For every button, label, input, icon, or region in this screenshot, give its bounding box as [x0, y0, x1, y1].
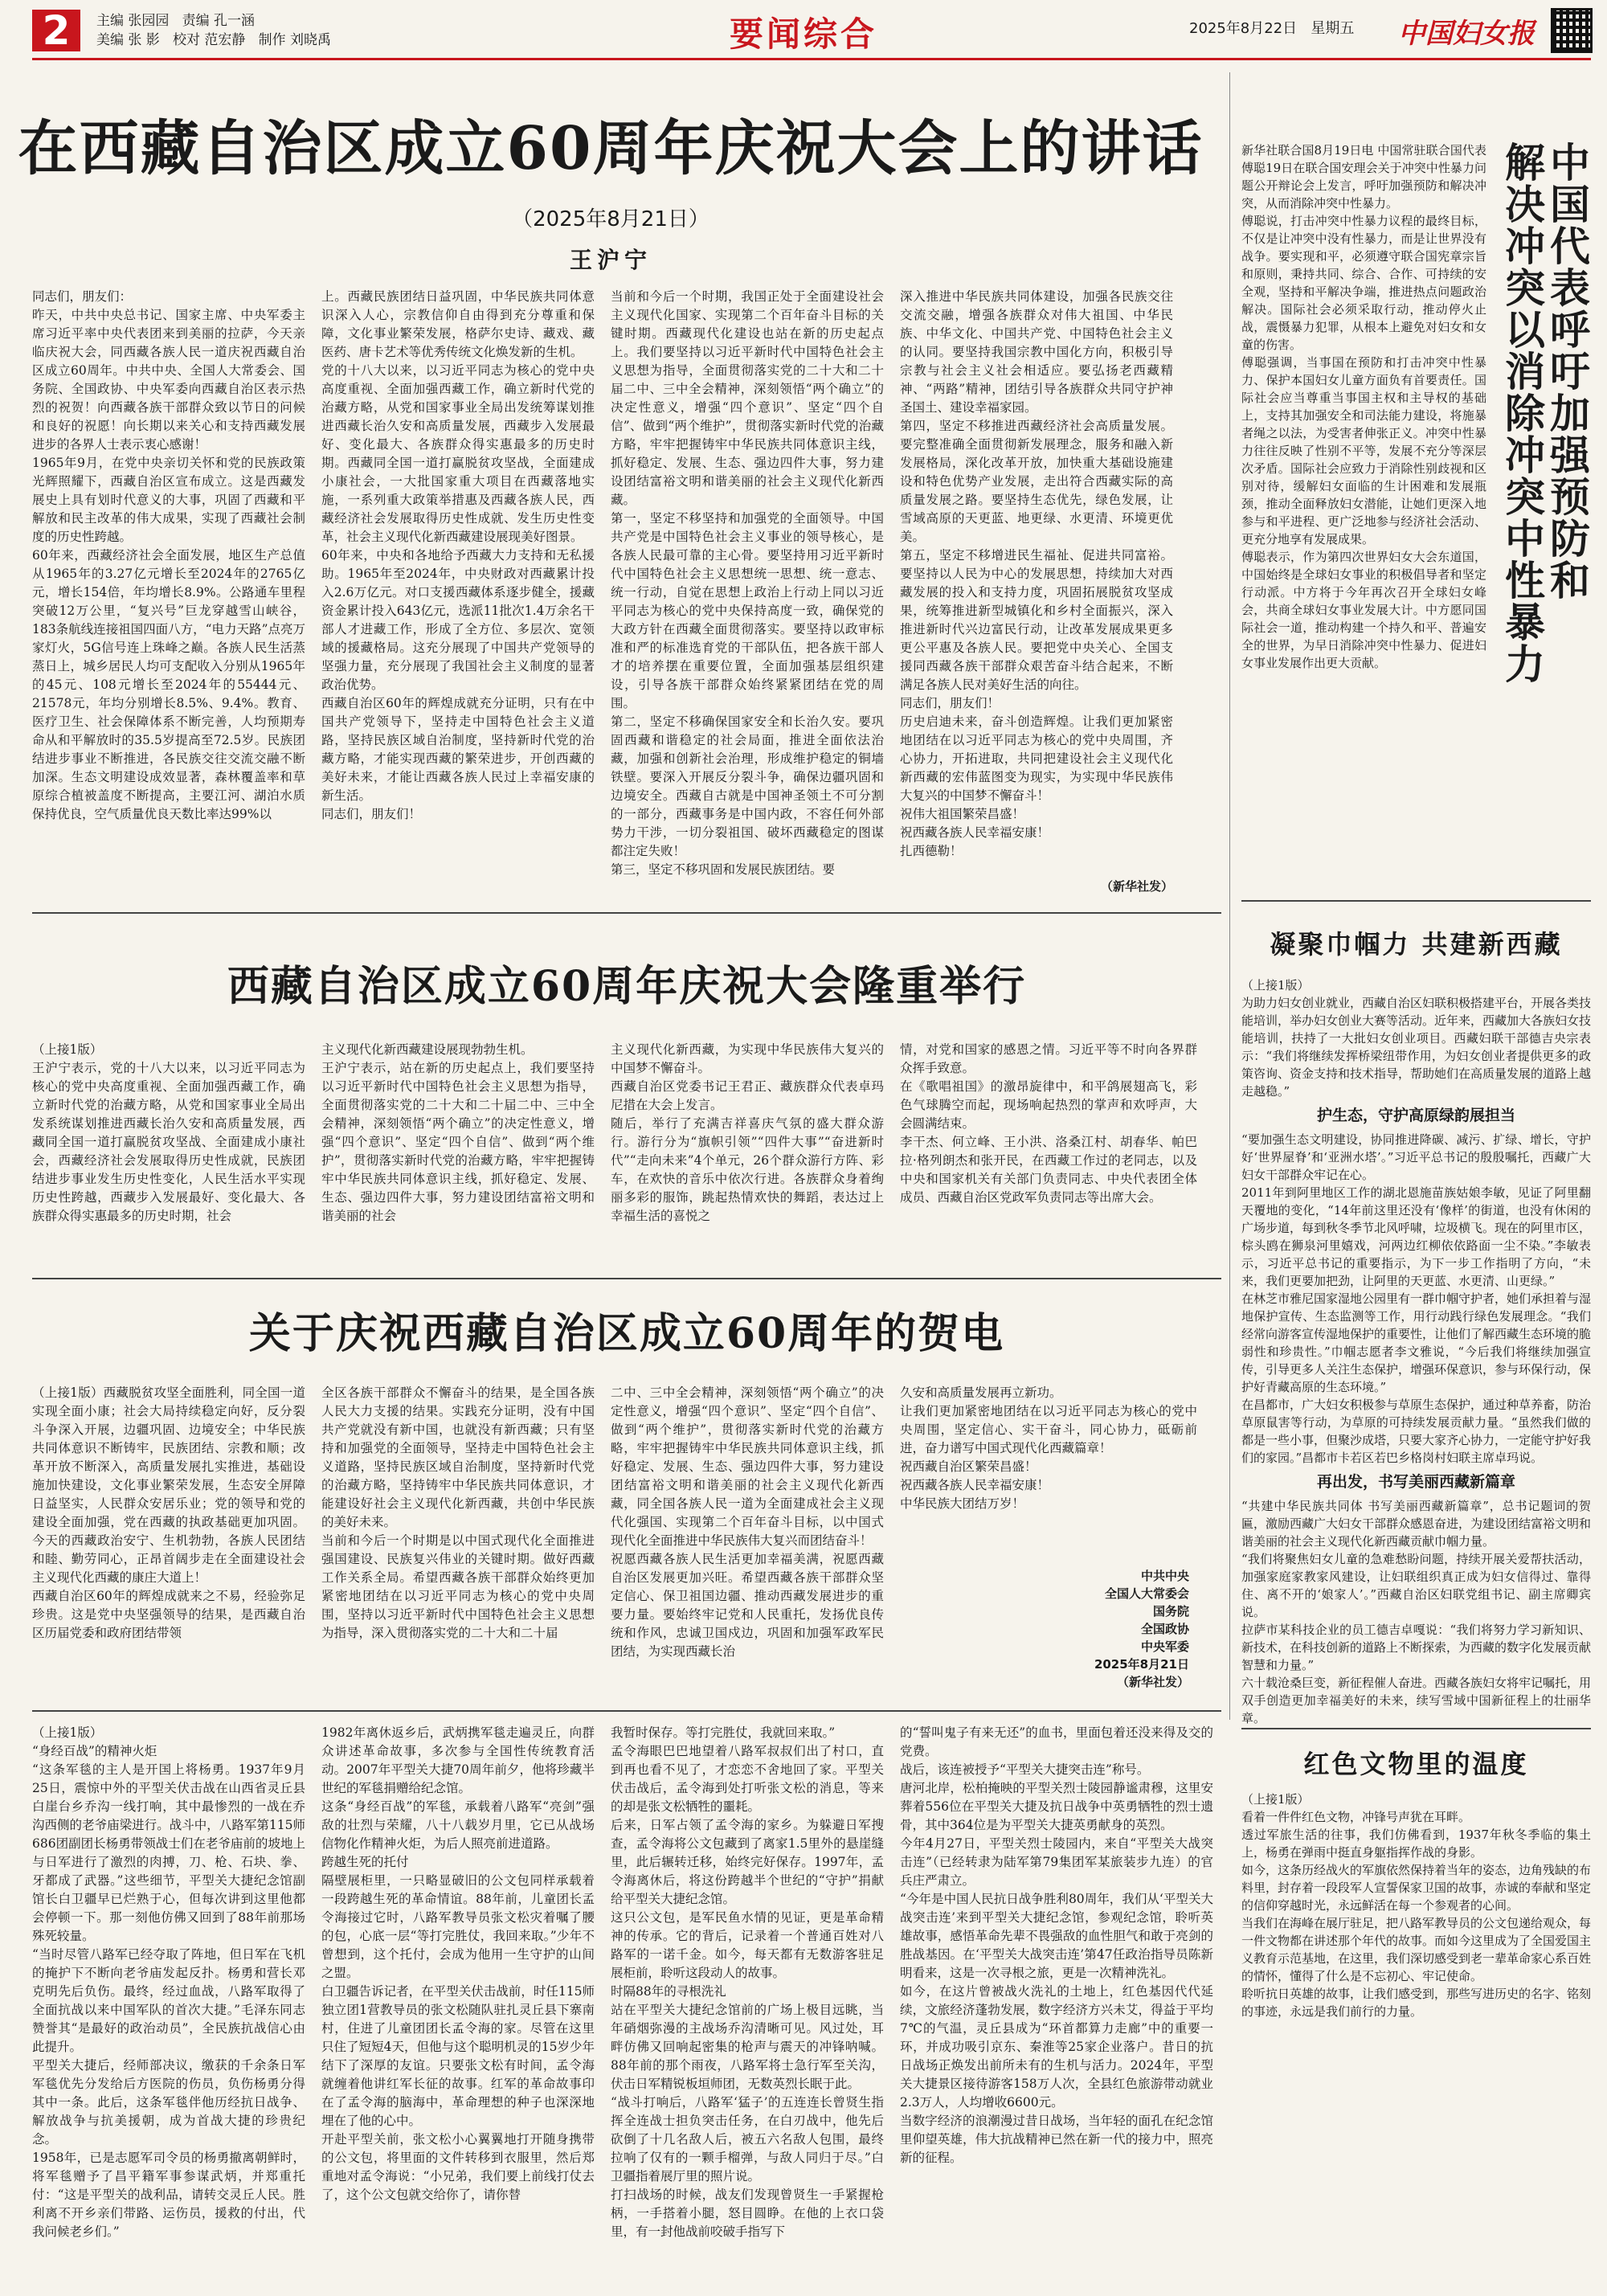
- speech-text-4: 深入推进中华民族共同体建设，加强各民族交往交流交融，增强各族群众对伟大祖国、中华民族、中华文化、中国共产党、中国特色社会主义的认同。要坚持我国宗教中国化方向，积极引导宗教与社会主义社会相适应。要弘扬老西藏精神、“两路”精神，团结引导各族群众共同守护神圣国土、建设幸福家园。 第四，坚定不移推进西藏经济社会高质量发展。要完整准确全面贯彻新发展理念，服务和融入新发展格局，深化改革开放，加快重大基础设施建设和特色优势产业发展，走出符合西藏实际的高质量发展之路。要坚持生态优先，绿色发展，让雪域高原的天更蓝、地更绿、水更清、环境更优美。 第五，坚定不移增进民生福祉、促进共同富裕。要坚持以人民为中心的发展思想，持续加大对西藏发展的投入和支持力度，巩固拓展脱贫攻坚成果，统筹推进新型城镇化和乡村全面振兴，深入推进新时代兴边富民行动，让改革发展成果更多更公平惠及各族人民。要把党中央关心、全国支援同西藏各族干部群众艰苦奋斗结合起来，不断满足各族人民对美好生活的向往。 同志们，朋友们！ 历史启迪未来，奋斗创造辉煌。让我们更加紧密地团结在以习近平同志为核心的党中央周围，齐心协力，开拓进取，共同把建设社会主义现代化新西藏的宏伟蓝图变为现实，为实现中华民族伟大复兴的中国梦不懈奋斗！ 祝伟大祖国繁荣昌盛！ 祝西藏各族人民幸福安康！ 扎西德勒！: [900, 289, 1173, 858]
- torch-column-3: [611, 1724, 884, 2278]
- celebration-column-2: [321, 1041, 595, 1282]
- speech-source: （新华社发）: [1100, 879, 1173, 894]
- congrats-column-2: [321, 1384, 595, 1697]
- editor-credits: [96, 11, 386, 50]
- congrats-column-1: [32, 1384, 305, 1697]
- signer-4: 全国政协: [1140, 1622, 1189, 1636]
- red-relics-headline: 红色文物里的温度: [1303, 1749, 1529, 1779]
- signer-1: 中共中央: [1140, 1569, 1189, 1583]
- signer-2: 全国人大常委会: [1104, 1586, 1189, 1601]
- un-news-headline: [1496, 141, 1593, 841]
- celebration-text-3: 主义现代化新西藏，为实现中华民族伟大复兴的中国梦不懈奋斗。 西藏自治区党委书记王君正、藏族群众代表卓玛尼措在大会上发言。 随后，举行了充满吉祥喜庆气氛的盛大群众游行。游行分为“旗帜引领”“四件大事”“奋进新时代”“走向未来”4个单元，26个群众游行方阵、彩车，在欢快的音乐中依次行进。各族群众身着绚丽多彩的服饰，跳起热情欢快的舞蹈，表达过上幸福生活的喜悦之: [611, 1042, 884, 1223]
- torch-column-2: [321, 1724, 595, 2278]
- signer-date: 2025年8月21日: [1094, 1657, 1189, 1672]
- speech-text-1: 同志们，朋友们： 昨天，中共中央总书记、国家主席、中央军委主席习近平率中央代表团来到美丽的拉萨，今天亲临庆祝大会，同西藏各族人民一道庆祝西藏自治区成立60周年。中共中央、全国人大常委会、国务院、全国政协、中央军委向西藏自治区表示热烈的祝贺！向西藏各族干部群众致以节日的问候和良好的祝愿！向长期以来关心和支持西藏发展进步的各界人士表示衷心感谢！ 1965年9月，在党中央亲切关怀和党的民族政策光辉照耀下，西藏自治区宣布成立。这是西藏发展史上具有划时代意义的大事，巩固了西藏和平解放和民主改革的伟大成果，实现了西藏社会制度的历史性跨越。 60年来，西藏经济社会全面发展，地区生产总值从1965年的3.27亿元增长至2024年的2765亿元，增长154倍，年均增长8.9%。公路通车里程突破12万公里，“复兴号”巨龙穿越雪山峡谷，183条航线连接祖国四面八方，“电力天路”点亮万家灯火，5G信号连上珠峰之巅。各族人民生活蒸蒸日上，城乡居民人均可支配收入分别从1965年的45元、108元增长至2024年的55444元、21578元，年均分别增长8.5%、9.4%。教育、医疗卫生、社会保障体系不断完善，人均预期寿命从和平解放时的35.5岁提高至72.5岁。民族团结进步事业不断推进，各民族交往交流交融不断加深。生态文明建设成效显著，森林覆盖率和草原综合植被盖度不断提高，主要江河、湖泊水质保持优良，空气质量优良天数比率达99%以: [32, 289, 305, 821]
- congrats-column-4: [900, 1384, 1197, 1569]
- speech-column-2: [321, 288, 595, 898]
- qr-code-icon: [1551, 8, 1593, 53]
- page-number: 2: [42, 7, 71, 54]
- celebration-text-2: 主义现代化新西藏建设展现勃勃生机。 王沪宁表示，站在新的历史起点上，我们要坚持以习近平新时代中国特色社会主义思想为指导，全面贯彻落实党的二十大和二十届二中、三中全会精神，深刻领悟“两个确立”的决定性意义，增强“四个意识”、坚定“四个自信”、做到“两个维护”，贯彻落实新时代党的治藏方略，牢牢把握铸牢中华民族共同体意识主线，抓好稳定、发展、生态、强边四件大事，努力建设团结富裕文明和谐美丽的社会: [321, 1042, 595, 1223]
- celebration-column-3: [611, 1041, 884, 1282]
- right-divider-1: [1241, 900, 1591, 902]
- torch-column-4: [900, 1724, 1213, 2278]
- right-divider-2: [1241, 1728, 1591, 1729]
- un-news-headline-line-1: 中国代表呼吁加强预防和: [1544, 141, 1591, 601]
- editor-production: 制作 刘晓禹: [258, 32, 332, 48]
- congrats-text-3: 二中、三中全会精神，深刻领悟“两个确立”的决定性意义，增强“四个意识”、坚定“四个自信”、做到“两个维护”，贯彻落实新时代党的治藏方略，牢牢把握铸牢中华民族共同体意识主线，抓好稳定、发展、生态、强边四件大事，努力建设团结富裕文明和谐美丽的社会主义现代化新西藏，同全国各族人民一道为全面建成社会主义现代化强国、实现第二个百年奋斗目标，以中国式现代化全面推进中华民族伟大复兴而团结奋斗！ 祝愿西藏各族人民生活更加幸福美满，祝愿西藏自治区发展更加兴旺。希望西藏各族干部群众坚定信心、保卫祖国边疆、推动西藏发展进步的重要力量。要始终牢记党和人民重托，发扬优良传统和作风，忠诚卫国戍边，巩固和加强军政军民团结，为实现西藏长治: [611, 1385, 884, 1659]
- speech-column-3: [611, 288, 884, 898]
- torch-text-2: 1982年离休返乡后，武炳携军毯走遍灵丘，向群众讲述革命故事，多次参与全国性传统教育活动。2007年平型关大捷70周年前夕，他将珍藏半世纪的军毯捐赠给纪念馆。 这条“身经百战”的军毯，承载着八路军“亮剑”强敌的壮烈与荣耀，八十八载岁月里，它已从战场信物化作精神火炬，为后人照亮前进道路。 跨越生死的托付 隔壁展柜里，一只略显破旧的公文包同样承载着一段跨越生死的革命情谊。88年前，儿童团长孟令海接过它时，八路军教导员张文松灾着嘱了腰的包，心底一层“等打完胜仗，我回来取。”少年不曾想到，这个托付，会成为他用一生守护的山间之盟。 白卫疆告诉记者，在平型关伏击战前，时任115师独立团1营教导员的张文松随队驻扎灵丘县下寨南村，住进了儿童团团长孟令海的家。尽管在这里只住了短短4天，但他与这个聪明机灵的15岁少年结下了深厚的友谊。只要张文松有时间，孟令海就缠着他讲红军长征的故事。红军的革命故事印在了孟令海的脑海中，革命理想的种子也深深地埋在了他的心中。 开赴平型关前，张文松小心翼翼地打开随身携带的公文包，将里面的文件转移到衣服里，然后郑重地对孟令海说：“小兄弟，我们要上前线打仗去了，这个公文包就交给你了，请你替: [321, 1725, 595, 2202]
- un-news-headline-line-2: 解决冲突以消除冲突中性暴力: [1499, 141, 1546, 685]
- celebration-top-rule: [32, 912, 1221, 914]
- speech-column-4: [900, 288, 1173, 874]
- paper-logo: 中国妇女报: [1398, 18, 1535, 50]
- masthead: [0, 0, 1607, 56]
- celebration-text-1: （上接1版） 王沪宁表示，党的十八大以来，以习近平同志为核心的党中央高度重视、全面加强西藏工作，确立新时代党的治藏方略，从党和国家事业全局出发系统谋划推进西藏长治久安和高质量发展，西藏同全国一道打赢脱贫攻坚战、全面建成小康社会，西藏经济社会发展取得历史性成就，民族团结进步事业发生历史性变化，人民生活水平实现历史性跨越，西藏步入发展最好、变化最大、各族群众得实惠最多的历史时期，社会: [32, 1042, 305, 1223]
- torch-text-1: （上接1版） “身经百战”的精神火炬 “这条军毯的主人是开国上将杨勇。1937年9月25日，震惊中外的平型关伏击战在山西省灵丘县白崖台乡乔沟一线打响，其中最惨烈的一战在乔沟西侧的老爷庙梁进行。战斗中，八路军第115师686团副团长杨勇带领战士们在老爷庙前的坡地上与日军进行了激烈的肉搏，刀、枪、石块、拳、牙都成了武器。”这些细节，平型关大捷纪念馆副馆长白卫疆早已烂熟于心，但每次讲到这里他都会停顿一下。那一刻他仿佛又回到了88年前那场殊死较量。 “当时尽管八路军已经夺取了阵地，但日军在飞机的掩护下不断向老爷庙发起反扑。杨勇和营长邓克明先后负伤。最终，经过血战，八路军取得了全面抗战以来中国军队的首次大捷。”毛泽东同志赞誉其“是最好的政治动员”，全民族抗战信心由此提升。 平型关大捷后，经师部决议，缴获的千余条日军军毯优先分发给后方医院的伤员，负伤杨勇分得其中一条。此后，这条军毯伴他历经抗日战争、解放战争与抗美援朝，成为首战大捷的珍贵纪念。 1958年，已是志愿军司令员的杨勇撤离朝鲜时，将军毯赠予了昌平籍军事参谋武炳，并郑重托付：“这是平型关的战利品，请转交灵丘人民。胜利离不开乡亲们带路、运伤员，援救的付出，代我问候老乡们。”: [32, 1725, 305, 2239]
- celebration-text-4: 情，对党和国家的感恩之情。习近平等不时向各界群众挥手致意。 在《歌唱祖国》的激昂旋律中，和平鸽展翅高飞，彩色气球腾空而起，现场响起热烈的掌声和欢呼声，大会圆满结束。 李干杰、何立峰、王小洪、洛桑江村、胡春华、帕巴拉·格列朗杰和张开民，在西藏工作过的老同志，以及中央和国家机关有关部门负责同志、中央代表团全体成员、西藏自治区党政军负责同志等出席大会。: [900, 1042, 1197, 1205]
- congrats-headline: 关于庆祝西藏自治区成立60周年的贺电: [248, 1309, 1005, 1358]
- speech-headline: 在西藏自治区成立60周年庆祝大会上的讲话: [18, 114, 1204, 183]
- editor-proof: 校对 范宏静: [173, 32, 246, 48]
- women-tibet-subhead-2: 再出发，书写美丽西藏新篇章: [1316, 1473, 1515, 1491]
- women-tibet-headline: 凝聚巾帼力 共建新西藏: [1270, 929, 1563, 960]
- congrats-text-1: （上接1版）西藏脱贫攻坚全面胜利，同全国一道实现全面小康；社会大局持续稳定向好，反分裂斗争深入开展，边疆巩固、边境安全；中华民族共同体意识不断铸牢，民族团结、宗教和顺；改革开放不断深入，高质量发展扎实推进，基础设施加快建设，文化事业繁荣发展，生态安全屏障日益坚实，人民群众安居乐业；党的领导和党的建设全面加强，党在西藏的执政基础更加巩固。今天的西藏政治安宁、生机勃勃，各族人民团结和睦、勤劳同心，正昂首阔步走在全面建设社会主义现代化西藏的康庄大道上！ 西藏自治区60年的辉煌成就来之不易，经验弥足珍贵。这是党中央坚强领导的结果，是西藏自治区历届党委和政府团结带领: [32, 1385, 305, 1640]
- signer-5: 中央军委: [1140, 1639, 1189, 1654]
- torch-text-3: 我暂时保存。等打完胜仗，我就回来取。” 孟令海眼巴巴地望着八路军叔叔们出了村口，直到再也看不见了，才恋恋不舍地回了家。平型关伏击战后，孟令海到处打听张文松的消息，等来的却是张文松牺牲的噩耗。 后来，日军占领了孟令海的家乡。为躲避日军搜查，孟令海将公文包藏到了离家1.5里外的悬崖缝里，此后辗转迁移，始终完好保存。1997年，孟令海离休后，将这份跨越半个世纪的“守护”捐献给平型关大捷纪念馆。 这只公文包，是军民鱼水情的见证，更是革命精神的传承。它的背后，记录着一个普通百姓对八路军的一诺千金。如今，每天都有无数游客驻足展柜前，聆听这段动人的故事。 时隔88年的寻根洗礼 站在平型关大捷纪念馆前的广场上极目远眺，当年硝烟弥漫的主战场乔沟清晰可见。风过处，耳畔仿佛又回响起密集的枪声与震天的冲锋呐喊。88年前的那个雨夜，八路军将士急行军至关沟，伏击日军精锐板垣师团，无数英烈长眠于此。 “战斗打响后，八路军‘猛子’的五连连长曾贤生指挥全连战士担负突击任务，在白刃战中，他先后砍倒了十几名敌人后，被五六名敌人包围，最终拉响了仅有的一颗手榴弹，与敌人同归于尽。”白卫疆指着展厅里的照片说。 打扫战场的时候，战友们发现曾贤生一手紧握枪柄，一手搭着小腿，怒目圆睁。在他的上衣口袋里，有一封他战前咬破手指写下: [611, 1725, 884, 2239]
- congrats-top-rule: [32, 1278, 1221, 1279]
- congrats-signers: [980, 1567, 1189, 1691]
- women-tibet-subhead-1: 护生态，守护高原绿韵展担当: [1316, 1107, 1515, 1124]
- section-title: 要闻综合: [729, 14, 877, 54]
- women-tibet-intro: （上接1版） 为助力妇女创业就业，西藏自治区妇联积极搭建平台，开展各类技能培训，举办妇女创业大赛等活动。近年来，西藏加大各族妇女技能培训，扶持了一大批妇女创业项目。西藏妇联干部德吉央宗表示：“我们将继续发挥桥梁纽带作用，为妇女创业者提供更多的政策咨询、资金支持和技术指导，帮助她们在高质量发展的道路上越走越稳。”: [1241, 978, 1591, 1099]
- celebration-column-4: [900, 1041, 1197, 1282]
- celebration-headline: 西藏自治区成立60周年庆祝大会隆重举行: [227, 962, 1027, 1011]
- congrats-text-2: 全区各族干部群众不懈奋斗的结果，是全国各族人民大力支援的结果。实践充分证明，没有中国共产党就没有新中国，也就没有新西藏；只有坚持和加强党的全面领导，坚持走中国特色社会主义道路，坚持民族区域自治制度，坚持新时代党的治藏方略，坚持铸牢中华民族共同体意识，才能建设好社会主义现代化新西藏，共创中华民族的美好未来。 当前和今后一个时期是以中国式现代化全面推进强国建设、民族复兴伟业的关键时期。做好西藏工作关系全局。希望西藏各族干部群众始终更加紧密地团结在以习近平同志为核心的党中央周围，坚持以习近平新时代中国特色社会主义思想为指导，深入贯彻落实党的二十大和二十届: [321, 1385, 595, 1640]
- women-tibet-text-2: “共建中华民族共同体 书写美丽西藏新篇章”，总书记题词的贺匾，激励西藏广大妇女干部群众感恩奋进，为建设团结富裕文明和谐美丽的社会主义现代化新西藏贡献巾帼力量。 “我们将聚焦妇女儿童的急难愁盼问题，持续开展关爱帮扶活动，加强家庭家教家风建设，让妇联组织真正成为妇女信得过、靠得住、离不开的‘娘家人’。”西藏自治区妇联党组书记、副主席卿宾说。 拉萨市某科技企业的员工德吉卓嘎说：“我们将努力学习新知识、新技术，在科技创新的道路上不断探索，为西藏的数字化发展贡献智慧和力量。” 六十载沧桑巨变，新征程催人奋进。西藏各族妇女将牢记嘱托，用双手创造更加幸福美好的未来，续写雪域中国新征程上的壮丽华章。: [1241, 1499, 1591, 1725]
- torch-column-1: [32, 1724, 305, 2278]
- editor-responsible: 责编 孔一涵: [182, 13, 256, 29]
- signer-3: 国务院: [1152, 1604, 1189, 1619]
- masthead-rule: [32, 58, 1591, 60]
- red-relics-column: [1241, 1791, 1591, 2273]
- speech-author: 王沪宁: [569, 247, 652, 273]
- congrats-column-3: [611, 1384, 884, 1697]
- un-news-text: 新华社联合国8月19日电 中国常驻联合国代表傅聪19日在联合国安理会关于冲突中性暴力问题公开辩论会上发言，呼吁加强预防和解决冲突，从而消除冲突中性暴力。 傅聪说，打击冲突中性暴力议程的最终目标，不仅是让冲突中没有性暴力，而是让世界没有战争。要实现和平，必须遵守联合国宪章宗旨和原则，秉持共同、综合、合作、可持续的安全观，坚持和平解决争端，推进热点问题政治解决。国际社会必须采取行动，推动停火止战，震慑暴力犯罪，从根本上避免对妇女和女童的伤害。 傅聪强调，当事国在预防和打击冲突中性暴力、保护本国妇女儿童方面负有首要责任。国际社会应当尊重当事国主权和主导权的基础上，支持其加强安全和司法能力建设，将施暴者绳之以法，为受害者伸张正义。冲突中性暴力往往反映了性别不平等，发展不充分等深层次矛盾。国际社会应致力于消除性别歧视和区别对待，缓解妇女面临的生计困难和发展瓶颈，推动全面释放妇女潜能，让她们更深入地参与和平进程、更广泛地参与经济社会活动、更充分地享有发展成果。 傅聪表示，作为第四次世界妇女大会东道国，中国始终是全球妇女事业的积极倡导者和坚定行动派。中方将于今年再次召开全球妇女峰会，共商全球妇女事业发展大计。中方愿同国际社会一道，推动构建一个持久和平、普遍安全的世界，为早日消除冲突中性暴力、促进妇女事业发展作出更大贡献。: [1241, 143, 1486, 670]
- women-tibet-text-1: “要加强生态文明建设，协同推进降碳、减污、扩绿、增长，守护好‘世界屋脊’和‘亚洲水塔’。”习近平总书记的殷殷嘱托，西藏广大妇女干部群众牢记在心。 2011年到阿里地区工作的湖北恩施苗族姑娘李敏，见证了阿里翻天覆地的变化，“14年前这里还没有‘像样’的街道，也没有休闲的广场步道，每到秋冬季节北风呼啸，垃圾横飞。现在的阿里市区，棕头鸥在狮泉河里嬉戏，河两边红柳依依路面一尘不染。”李敏表示，习近平总书记的重要指示，为下一步工作指明了方向，“未来，我们更要加把劲，让阿里的天更蓝、水更清、山更绿。” 在林芝市雅尼国家湿地公园里有一群巾帼守护者，她们承担着与湿地保护宣传、生态监测等工作，用行动践行绿色发展理念。“我们经常向游客宣传湿地保护的重要性，让他们了解西藏生态环境的脆弱性和珍贵性。”巾帼志愿者李文雅说，“今后我们将继续加强宣传，引导更多人关注生态保护，增强环保意识，参与环保行动，保护好青藏高原的生态环境。” 在昌都市，广大妇女积极参与草原生态保护，通过种草养畜，防治草原鼠害等行动，为草原的可持续发展贡献力量。“虽然我们做的都是一些小事，但聚沙成塔，只要大家齐心协力，一定能守护好我们的家园。”昌都市卡若区若巴乡格岗村妇联主席卓玛说。: [1241, 1132, 1591, 1465]
- page-number-badge: [32, 7, 80, 54]
- celebration-column-1: [32, 1041, 305, 1282]
- issue-weekday: 星期五: [1311, 20, 1355, 37]
- red-relics-text: （上接1版） 看着一件件红色文物，冲锋号声犹在耳畔。 透过军旅生活的往事，我们仿佛看到，1937年秋冬季临的集土上，杨勇在弹雨中挺直身躯指挥作战的身影。 如今，这条历经战火的军旗依然保持着当年的姿态，边角残缺的布料里，封存着一段段军人宣誓保家卫国的故事，赤诚的奉献和坚定的信仰穿越时光，永远鲜活在每一个参观者的心间。 当我们在海峰在展厅驻足，把八路军教导员的公文包递给观众，每一件文物都在讲述那个年代的故事。而如今这里成为了全国爱国主义教育示范基地，在这里，我们深切感受到老一辈革命家心系百姓的情怀，懂得了什么是不忘初心、牢记使命。 聆听抗日英雄的故事，让我们感受到，那些写进历史的名字、铭刻的事迹，永远是我们前行的力量。: [1241, 1792, 1591, 2019]
- torch-text-4: 的“誓叫鬼子有来无还”的血书，里面包着还没来得及交的党费。 战后，该连被授予“平型关大捷突击连”称号。 唐河北岸，松柏掩映的平型关烈士陵园静谧肃穆，这里安葬着556位在平型关大捷及抗日战争中英勇牺牲的烈士遗骨，其中364位是为平型关大捷英勇献身的英烈。 今年4月27日，平型关烈士陵园内，来自“平型关大战突击连”（已经转隶为陆军第79集团军某旅装步九连）的官兵庄严肃立。 “今年是中国人民抗日战争胜利80周年，我们从‘平型关大战突击连’来到平型关大捷纪念馆，参观纪念馆，聆听英雄故事，感悟革命先辈不畏强敌的血性胆气和敢于亮剑的胜战基因。在‘平型关大战突击连’第47任政治指导员陈新明看来，这是一次寻根之旅，更是一次精神洗礼。 如今，在这片曾被战火洗礼的土地上，红色基因代代延续，文旅经济蓬勃发展，数字经济方兴未艾，得益于平均7℃的气温，灵丘县成为“环首都算力走廊”中的重要一环，并成功吸引京东、秦淮等25家企业落户。昔日的抗日战场正焕发出前所未有的生机与活力。2024年，平型关大捷景区接待游客158万人次，全县红色旅游带动就业2.3万人，人均增收6600元。 当数字经济的浪潮漫过昔日战场，当年轻的面孔在纪念馆里仰望英雄，伟大抗战精神已然在新一代的接力中，照亮新的征程。: [900, 1725, 1213, 2165]
- congrats-text-4: 久安和高质量发展再立新功。 让我们更加紧密地团结在以习近平同志为核心的党中央周围，坚定信心、实干奋斗，同心协力，砥砺前进，奋力谱写中国式现代化西藏篇章！ 祝西藏自治区繁荣昌盛！ 祝西藏各族人民幸福安康！ 中华民族大团结万岁！: [900, 1385, 1197, 1511]
- speech-date-line: （2025年8月21日）: [512, 207, 709, 231]
- issue-date-line: [1189, 19, 1390, 39]
- editor-chief: 主编 张园园: [96, 13, 170, 29]
- right-column-divider: [1229, 72, 1230, 1720]
- speech-text-2: 上。西藏民族团结日益巩固，中华民族共同体意识深入人心，宗教信仰自由得到充分尊重和保障，文化事业繁荣发展，格萨尔史诗、藏戏、藏医药、唐卡艺术等优秀传统文化焕发新的生机。 党的十八大以来，以习近平同志为核心的党中央高度重视、全面加强西藏工作，确立新时代党的治藏方略，从党和国家事业全局出发统筹谋划推进西藏长治久安和高质量发展，西藏步入发展最好、变化最大、各族群众得实惠最多的历史时期。西藏同全国一道打赢脱贫攻坚战，全面建成小康社会，一大批国家重大项目在西藏落地实施，一系列重大政策举措惠及西藏各族人民，西藏经济社会发展取得历史性成就、发生历史性变革，社会主义现代化新西藏建设展现美好图景。 60年来，中央和各地给予西藏大力支持和无私援助。1965年至2024年，中央财政对西藏累计投入2.6万亿元。对口支援西藏体系逐步健全，援藏资金累计投入643亿元，选派11批次1.4万余名干部人才进藏工作，形成了全方位、多层次、宽领域的援藏格局。这充分展现了中国共产党领导的坚强力量，充分展现了我国社会主义制度的显著政治优势。 西藏自治区60年的辉煌成就充分证明，只有在中国共产党领导下，坚持走中国特色社会主义道路，坚持民族区域自治制度，坚持新时代党的治藏方略，才能实现西藏的繁荣进步，开创西藏的美好未来，才能让西藏各族人民过上幸福安康的新生活。 同志们，朋友们！: [321, 289, 595, 821]
- speech-column-1: [32, 288, 305, 898]
- torch-top-rule: [32, 1710, 1221, 1712]
- speech-text-3: 当前和今后一个时期，我国正处于全面建设社会主义现代化国家、实现第二个百年奋斗目标的关键时期。西藏现代化建设也站在新的历史起点上。我们要坚持以习近平新时代中国特色社会主义思想为指导，全面贯彻落实党的二十大和二十届二中、三中全会精神，深刻领悟“两个确立”的决定性意义，增强“四个意识”、坚定“四个自信”、做到“两个维护”，贯彻落实新时代党的治藏方略，牢牢把握铸牢中华民族共同体意识主线，抓好稳定、发展、生态、强边四件大事，努力建设团结富裕文明和谐美丽的社会主义现代化新西藏。 第一，坚定不移坚持和加强党的全面领导。中国共产党是中国特色社会主义事业的领导核心，是各族人民最可靠的主心骨。要坚持用习近平新时代中国特色社会主义思想统一思想、统一意志、统一行动，自觉在思想上政治上行动上同以习近平同志为核心的党中央保持高度一致，确保党的大政方针在西藏全面贯彻落实。要坚持以政审标准和严的标准选育党的干部队伍，把各族干部人才的培养摆在重要位置，全面加强基层组织建设，引导各族干部群众始终紧紧团结在党的周围。 第二，坚定不移确保国家安全和长治久安。要巩固西藏和谐稳定的社会局面，推进全面依法治藏，加强和创新社会治理，形成维护稳定的铜墙铁壁。要深入开展反分裂斗争，确保边疆巩固和边境安全。西藏自古就是中国神圣领土不可分割的一部分，西藏事务是中国内政，不容任何外部势力干涉，一切分裂祖国、破坏西藏稳定的图谋都注定失败！ 第三，坚定不移巩固和发展民族团结。要: [611, 289, 884, 877]
- signer-source: （新华社发）: [1116, 1675, 1189, 1689]
- un-news-body: [1241, 141, 1486, 865]
- editor-art: 美编 张 影: [96, 32, 160, 48]
- issue-date: 2025年8月22日: [1189, 20, 1298, 37]
